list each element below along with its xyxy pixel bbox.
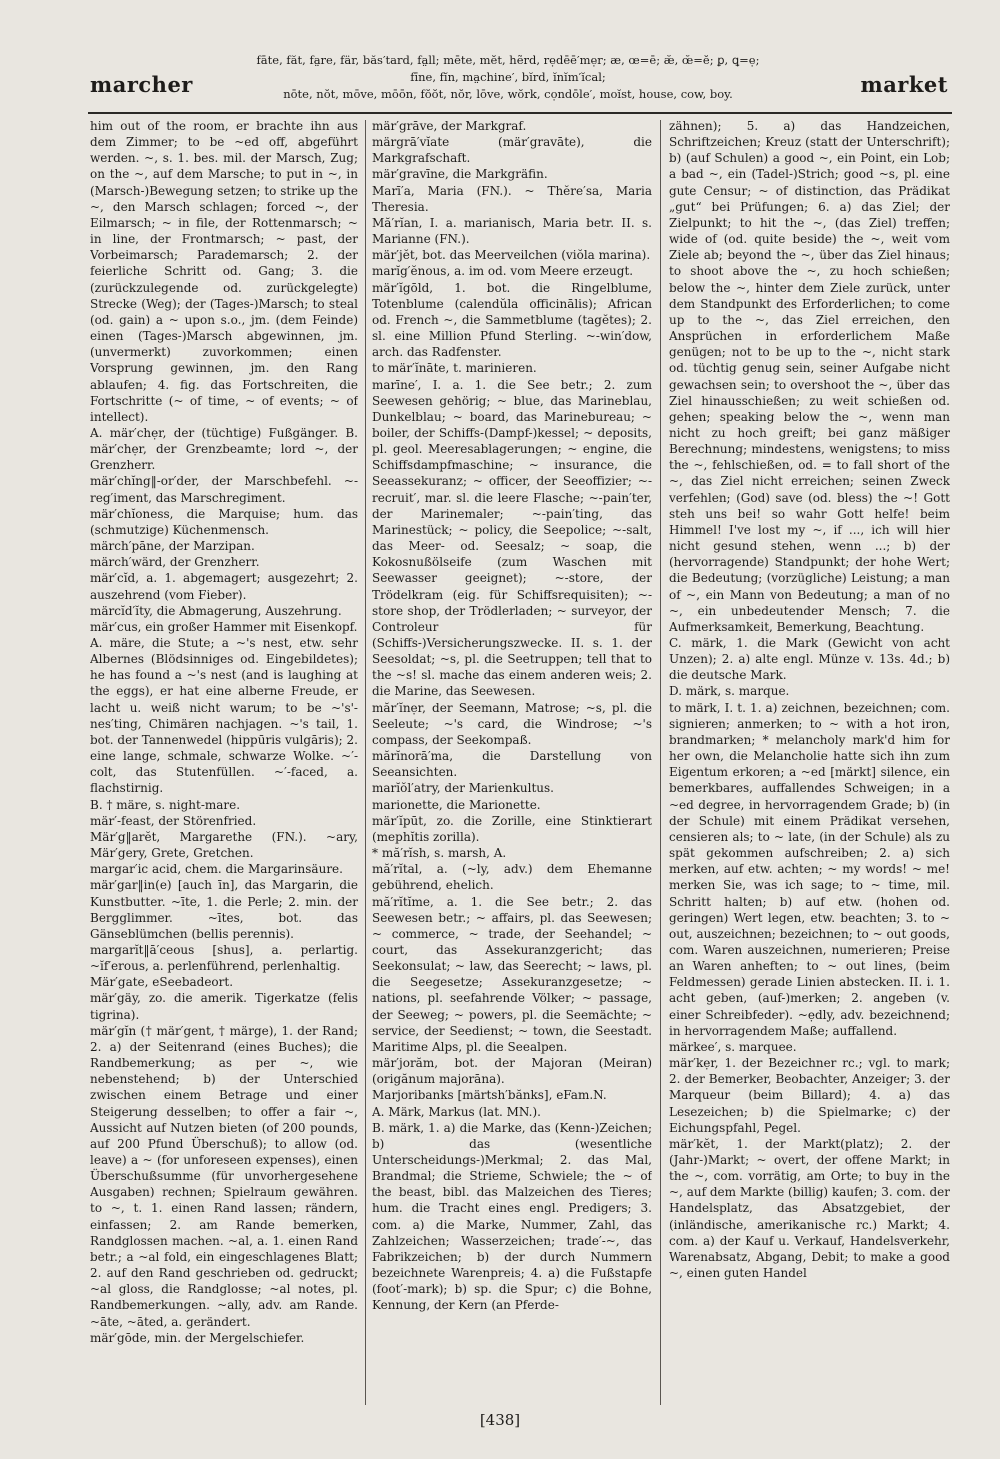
dictionary-entry: mär′ĭgōld, 1. bot. die Ringelblume, Totenblume (calendŭla officinālis); African od. French ~, die Sammetblume (tagĕtes); 2. sl. eine Million Pfund Sterling. ~-win′dow, arch. das Radfenster. [372,280,652,360]
column-right [669,118,950,1408]
dictionary-entry: mär′kĕt, 1. der Markt(platz); 2. der (Jahr-)Markt; ~ overt, der offene Markt; in the ~, com. vorrätig, am Orte; to buy in the ~, auf dem Markte (billig) kaufen; 3. com. der Handelsplatz, das Absatzgebiet, der (inländische, amerikanische rc.) Markt; 4. com. a) der Kauf u. Verkauf, Handelsverkehr, Warenabsatz, Abgang, Debit; to make a good ~, einen guten Handel [669,1136,950,1281]
dictionary-entry: to märk, I. t. 1. a) zeichnen, bezeichnen; com. signieren; anmerken; to ~ with a hot iron, brandmarken; * melancholy mark'd him for her own, die Melancholie hatte sich ihn zum Eigentum erkoren; a ~ed [märkt] silence, ein bemerkbares, auffallendes Schweigen; in a ~ed degree, in hervorragendem Grade; b) (in der Schule) mit einem Prädikat versehen, censieren als; to ~ late, (in der Schule) als zu spät gekommen aufschreiben; 2. a) sich merken, auf etw. achten; ~ my words! ~ me! merken Sie, was ich sage; to ~ time, mil. Schritt halten; b) auf etw. (hohen od. geringen) Wert legen, etw. beachten; 3. to ~ out, auszeichnen; bezeichnen; to ~ out goods, com. Waren auszeichnen, numerieren; Preise an Waren anheften; to ~ out lines, (beim Feldmessen) gerade Linien abstecken. II. i. 1. acht geben, (auf-)merken; 2. angeben (v. einer Schreibfeder). ~ẹdly, adv. bezeichnend; in hervorragendem Maße; auffallend. [669,700,950,1038]
page-header [0,48,1000,108]
dictionary-entry: C. märk, 1. die Mark (Gewicht von acht Unzen); 2. a) alte engl. Münze v. 13s. 4d.; b) die deutsche Mark. [669,636,950,683]
dictionary-entry: margarĭt‖ā′ceous [shus], a. perlartig. ~ĭf′erous, a. perlenführend, perlenhaltig. [90,942,358,974]
dictionary-entry: D. märk, s. marque. [669,684,790,699]
dictionary-entry: zähnen); 5. a) das Handzeichen, Schriftzeichen; Kreuz (statt der Unterschrift); b) (auf Schulen) a good ~, ein Point, ein Lob; a bad ~, ein (Tadel-)Strich; good ~s, pl. eine gute Censur; ~ of distinction, das Prädikat „gut“ bei Prüfungen; 6. a) das Ziel; der Zielpunkt; to hit the ~, (das Ziel) treffen; wide of (od. quite beside) the ~, weit vom Ziele ab; beyond the ~, über das Ziel hinaus; to shoot above the ~, zu hoch schießen; below the ~, hinter dem Ziele zurück, unter dem Standpunkt des Erforderlichen; to come up to the ~, das Ziel erreichen, den Ansprüchen in erforderlichem Maße genügen; not to be up to the ~, nicht stark od. tüchtig genug sein, seiner Aufgabe nicht gewachsen sein; to overshoot the ~, über das Ziel hinausschießen; zu weit schießen od. gehen; speaking below the ~, wenn man nicht zu hoch greift; bei ganz mäßiger Berechnung; mindestens, wenigstens; to miss the ~, fehlschießen, od. = to fall short of the ~, das Ziel nicht erreichen; seinen Zweck verfehlen; (God) save (od. bless) the ~! Gott steh uns bei! so wahr Gott helfe! beim Himmel! I've lost my ~, if ..., ich will hier nicht gesund stehen, wenn ...; b) der (hervorragende) Standpunkt; der hohe Wert; die Bedeutung; (vorzügliche) Leistung; a man of ~, ein Mann von Bedeutung; a man of no ~, ein unbedeutender Mensch; 7. die Aufmerksamkeit, Bemerkung, Beachtung. [669,119,950,634]
dictionary-entry: mă′rĭtĭme, a. 1. die See betr.; 2. das Seewesen betr.; ~ affairs, pl. das Seewesen; ~ commerce, ~ trade, der Seehandel; ~ court, das Assekuranzgericht; das Seekonsulat; ~ law, das Seerecht; ~ laws, pl. die Seegesetze; Assekuranzgesetze; ~ nations, pl. seefahrende Völker; ~ passage, der Seeweg; ~ powers, pl. die Seemächte; ~ service, der Seedienst; ~ town, die Seestadt. Maritime Alps, pl. die Seealpen. [372,894,652,1054]
dictionary-entry: märcĭd′ĭty, die Abmagerung, Auszehrung. [90,603,342,618]
dictionary-entry: B. märk, 1. a) die Marke, das (Kenn-)Zeichen; b) das (wesentliche Unterscheidungs-)Merkmal; 2. das Mal, Brandmal; die Strieme, Schwiele; the ~ of the beast, bibl. das Malzeichen des Tieres; hum. die Tracht eines engl. Predigers; 3. com. a) die Marke, Nummer, Zahl, das Zahlzeichen; Wasserzeichen; trade′-~, das Fabrikzeichen; b) der durch Nummern bezeichnete Warenpreis; 4. a) die Fußstapfe (foot′-mark); b) sp. die Spur; c) die Bohne, Kennung, der Kern (an Pferde- [372,1120,652,1313]
dictionary-entry: * mă′rĭsh, s. marsh, A. [372,846,507,861]
column-left [90,118,358,1408]
dictionary-entry: mär′kẹr, 1. der Bezeichner rc.; vgl. to mark; 2. der Bemerker, Beobachter, Anzeiger; 3. der Marqueur (beim Billard); 4. a) das Lesezeichen; b) die Spielmarke; c) der Eichungspfahl, Pegel. [669,1056,950,1135]
dictionary-entry: A. mär′chẹr, der (tüchtige) Fußgänger. B. mär′chẹr, der Grenzbeamte; lord ~, der Grenzherr. [90,425,358,473]
dictionary-entry: Mär′g‖arĕt, Margarethe (FN.). ~ary, Mär′gery, Grete, Gretchen. [90,829,358,861]
dictionary-entry: mär′gravīne, die Markgräfin. [372,167,548,182]
dictionary-entry: A. Märk, Markus (lat. MN.). [372,1104,541,1119]
dictionary-entry: B. † märe, s. night-mare. [90,797,241,812]
page-number: [438] [479,1411,521,1429]
guide-word-right: market [860,72,948,97]
dictionary-entry: mär′cĭd, a. 1. abgemagert; ausgezehrt; 2. auszehrend (vom Fieber). [90,571,358,602]
dictionary-entry: him out of the room, er brachte ihn aus dem Zimmer; to be ~ed off, abgeführt werden. ~, s. 1. bes. mil. der Marsch, Zug; on the ~, auf dem Marsche; to put in ~, in (Marsch-)Bewegung setzen; to strike up the ~, den Marsch schlagen; forced ~, der Eilmarsch; ~ in file, der Rottenmarsch; ~ in line, der Frontmarsch; ~ past, der Vorbeimarsch; Parademarsch; 2. der feierliche Schritt od. Gang; 3. die (zurückzulegende od. zurückgelegte) Strecke (Weg); der (Tages-)Marsch; to steal (od. gain) a ~ upon s.o., jm. (dem Feinde) einen (Tages-)Marsch abgewinnen, jm. (unvermerkt) zuvorkommen; einen Vorsprung gewinnen, jm. den Rang ablaufen; 4. fig. das Fortschreiten, die Fortschritte (~ of time, ~ of events; ~ of intellect). [90,119,358,424]
dictionary-entry: marīne′, I. a. 1. die See betr.; 2. zum Seewesen gehörig; ~ blue, das Marineblau, Dunkelblau; ~ board, das Marinebureau; ~ boiler, der Schiffs-(Dampf-)kessel; ~ deposits, pl. geol. Meeresablagerungen; ~ engine, die Schiffsdampfmaschine; ~ insurance, die Seeassekuranz; ~ officer, der Seeoffizier; ~-recruit′, mar. sl. die leere Flasche; ~-pain′ter, der Marinemaler; ~-pain′ting, das Marinestück; ~ policy, die Seepolice; ~-salt, das Meer- od. Seesalz; ~ soap, die Kokosnußölseife (zum Waschen mit Seewasser geeignet); ~-store, der Trödelkram (eig. für Schiffsrequisiten); ~-store shop, der Trödlerladen; ~ surveyor, der Controleur für (Schiffs-)Versicherungszwecke. II. s. 1. der Seesoldat; ~s, pl. die Seetruppen; tell that to the ~s! sl. mache das einem anderen weis; 2. die Marine, das Seewesen. [372,377,652,699]
pronunciation-key-line: fāte, făt, fa̤re, fär, băs′tard, fa̤ll; mēte, mĕt, hẽrd, rẹdēē′mẹr; æ, œ=ē; æ̆, œ̆=ĕ; ꝑ, ꝗ=ẹ; [256,53,760,67]
header-rule [88,112,952,114]
pronunciation-key-line: fīne, fĭn, ma̤chine′, bĭrd, ĭnĭm′ĭcal; [410,70,606,84]
dictionary-entry: mär′grāve, der Markgraf. [372,119,527,133]
dictionary-entry: märkee′, s. marquee. [669,1039,797,1054]
dictionary-entry: mär′gōde, min. der Mergelschiefer. [90,1330,305,1345]
dictionary-entry: marĭŏl′atry, der Marienkultus. [372,781,554,796]
dictionary-entry: märgrā′vĭate (mär′gravāte), die Markgrafschaft. [372,135,652,166]
dictionary-entry: măr′ĭnẹr, der Seemann, Matrose; ~s, pl. die Seeleute; ~'s card, die Windrose; ~'s compass, der Seekompaß. [372,700,652,747]
pronunciation-key-line: nōte, nŏt, mōve, mōōn, fŏŏt, nŏr, lōve, wŏrk, cọndōle′, moĭst, house, cow, boy. [283,87,733,101]
dictionary-entry: märch′wärd, der Grenzherr. [90,555,260,570]
dictionary-entry: mär′gäy, zo. die amerik. Tigerkatze (felis tigrina). [90,991,358,1022]
dictionary-entry: to mär′ĭnāte, t. marinieren. [372,361,537,376]
dictionary-entry: mär′ĭpūt, zo. die Zorille, eine Stinktierart (mephĭtis zorilla). [372,813,652,844]
dictionary-entry: mărĭnorā′ma, die Darstellung von Seeansichten. [372,749,652,780]
dictionary-entry: mär′jorăm, bot. der Majoran (Meiran) (origănum majorāna). [372,1056,652,1087]
pronunciation-key [218,52,798,103]
column-divider [365,120,366,1405]
dictionary-entry: mär′chĭoness, die Marquise; hum. das (schmutzige) Küchenmensch. [90,506,358,537]
dictionary-entry: mär′gar‖in(e) [auch īn], das Margarin, die Kunstbutter. ~īte, 1. die Perle; 2. min. der Bergglimmer. ~ītes, bot. das Gänseblümchen (bellis perennis). [90,878,358,941]
guide-word-left: marcher [90,72,193,97]
dictionary-entry: marionette, die Marionette. [372,797,541,812]
dictionary-entry: margar′ic acid, chem. die Margarinsäure. [90,862,343,877]
dictionary-entry: Mă′rĭan, I. a. marianisch, Maria betr. II. s. Marianne (FN.). [372,215,652,247]
dictionary-entry: mär′gĭn († mär′gent, † märge), 1. der Rand; 2. a) der Seitenrand (eines Buches); die Randbemerkung; as per ~, wie nebenstehend; b) der Unterschied zwischen einem Betrage und einer Steigerung desselben; to offer a fair ~, Aussicht auf Nutzen bieten (of 200 pounds, auf 200 Pfund Überschuß); to allow (od. leave) a ~ (for unforeseen expenses), einen Überschußsumme (für unvorhergesehene Ausgaben) rechnen; Spielraum gewähren. to ~, t. 1. einen Rand lassen; rändern, einfassen; 2. am Rande bemerken, Randglossen machen. ~al, a. 1. einen Rand betr.; a ~al fold, ein eingeschlagenes Blatt; 2. auf den Rand geschrieben od. gedruckt; ~al gloss, die Randglosse; ~al notes, pl. Randbemerkungen. ~ally, adv. am Rande. ~āte, ~āted, a. gerändert. [90,1023,358,1329]
column-divider [660,120,661,1405]
dictionary-entry: mär′-feast, der Störenfried. [90,813,257,828]
dictionary-entry: mă′rĭtal, a. (~ly, adv.) dem Ehemanne gebührend, ehelich. [372,862,652,893]
dictionary-entry: Marī′a, Maria (FN.). ~ Thĕre′sa, Maria Theresia. [372,183,652,214]
dictionary-entry: mär′chĭng‖-or′der, der Marschbefehl. ~-reg′iment, das Marschregiment. [90,474,358,505]
dictionary-entry: Marjoribanks [märtsh′bănks], eFam.N. [372,1088,607,1103]
dictionary-entry: marĭg′ĕnous, a. im od. vom Meere erzeugt. [372,264,634,279]
dictionary-entry: A. märe, die Stute; a ~'s nest, etw. sehr Albernes (Blödsinniges od. Eingebildetes); he has found a ~'s nest (and is laughing at the eggs), er hat eine alberne Freude, er lacht u. weiß nicht warum; to be ~'s'-nes′ting, Chimären nachjagen. ~'s tail, 1. bot. der Tannenwedel (hippūris vulgāris); 2. eine lange, schmale, schwarze Wolke. ~′-colt, das Stutenfüllen. ~′-faced, a. flachstirnig. [90,636,358,796]
dictionary-entry: mär′cus, ein großer Hammer mit Eisenkopf. [90,619,358,634]
dictionary-entry: mär′jĕt, bot. das Meerveilchen (viŏla marina). [372,248,651,263]
column-middle [372,118,652,1408]
dictionary-entry: Mär′gate, eSeebadeort. [90,975,234,990]
dictionary-entry: märch′pāne, der Marzipan. [90,539,255,554]
